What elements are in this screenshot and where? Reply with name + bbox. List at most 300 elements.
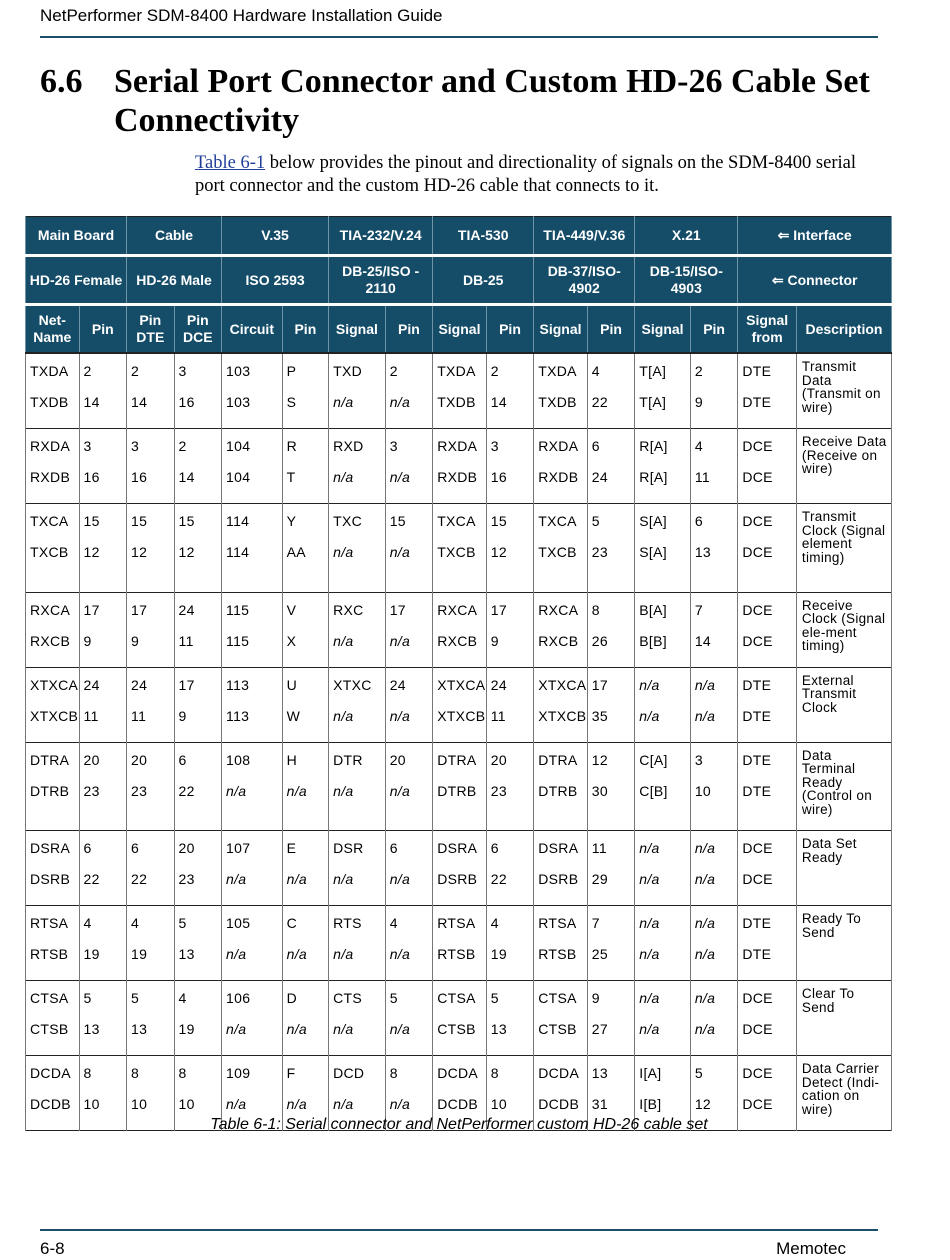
- table-cell: DCE: [738, 865, 797, 906]
- table-cell: 8: [385, 1056, 433, 1091]
- interface-header-cell: X.21: [635, 217, 738, 256]
- table-row: [26, 831, 892, 866]
- table-cell: TXCA: [433, 504, 487, 539]
- table-cell: XTXCB: [26, 702, 80, 743]
- header-rule: [40, 36, 878, 38]
- interface-header-cell: V.35: [222, 217, 329, 256]
- table-cell: 8: [174, 1056, 221, 1091]
- table-cell: DSR: [329, 831, 386, 866]
- table-cell: n/a: [690, 981, 737, 1016]
- table-cell: n/a: [385, 463, 433, 504]
- table-cell: 5: [587, 504, 635, 539]
- table-cell: RTSB: [26, 940, 80, 981]
- table-cell: 31: [587, 1090, 635, 1131]
- column-header: Signal: [534, 305, 588, 354]
- table-cell: DCDB: [26, 1090, 80, 1131]
- table-cell: 5: [486, 981, 534, 1016]
- table-cell: RTSB: [534, 940, 588, 981]
- table-cell: 5: [385, 981, 433, 1016]
- column-header: Pin: [385, 305, 433, 354]
- table-cell: 19: [486, 940, 534, 981]
- table-cell: 23: [174, 865, 221, 906]
- table-cell: n/a: [635, 831, 691, 866]
- table-cell: DTRB: [433, 777, 487, 831]
- table-cell: n/a: [635, 906, 691, 941]
- table-cell: 11: [79, 702, 127, 743]
- table-cell: S: [282, 388, 328, 429]
- table-cell: 17: [486, 592, 534, 627]
- table-cell: 16: [127, 463, 174, 504]
- table-cell: n/a: [690, 831, 737, 866]
- table-cell: 24: [174, 592, 221, 627]
- table-cell: XTXCB: [433, 702, 487, 743]
- table-cell: 16: [79, 463, 127, 504]
- table-cell: RXCB: [534, 627, 588, 668]
- table-cell: 6: [79, 831, 127, 866]
- connector-header-cell: ⇐ Connector: [738, 256, 892, 305]
- table-cell: 104: [222, 463, 283, 504]
- table-cell: 5: [174, 906, 221, 941]
- column-header: Signal: [329, 305, 386, 354]
- table-cell: DCE: [738, 463, 797, 504]
- table-cell: U: [282, 667, 328, 702]
- table-cell: DSRA: [433, 831, 487, 866]
- table-cell: 24: [486, 667, 534, 702]
- table-cell: RXCA: [433, 592, 487, 627]
- table-cell: 23: [486, 777, 534, 831]
- table-cell: 13: [79, 1015, 127, 1056]
- table-cell: RTSA: [433, 906, 487, 941]
- table-cell: 10: [690, 777, 737, 831]
- table-cell: V: [282, 592, 328, 627]
- table-cell: 16: [174, 388, 221, 429]
- table-cell: CTSA: [433, 981, 487, 1016]
- table-cell: 22: [127, 865, 174, 906]
- column-header: Net-Name: [26, 305, 80, 354]
- table-cell: 15: [79, 504, 127, 539]
- table-cell: n/a: [282, 777, 328, 831]
- table-cell: TXDA: [26, 353, 80, 388]
- table-cell: 15: [127, 504, 174, 539]
- table-cell: n/a: [222, 1015, 283, 1056]
- table-cell: XTXCA: [26, 667, 80, 702]
- table-cell: 24: [385, 667, 433, 702]
- table-cell: DTRB: [26, 777, 80, 831]
- table-cell: DTRB: [534, 777, 588, 831]
- description-cell: Receive Clock (Signal ele-ment timing): [796, 592, 891, 667]
- table-cell: 2: [486, 353, 534, 388]
- table-cell: 10: [174, 1090, 221, 1131]
- footer-company: Memotec: [776, 1239, 846, 1258]
- table-cell: 13: [587, 1056, 635, 1091]
- table-cell: 19: [127, 940, 174, 981]
- table-cell: DTE: [738, 667, 797, 702]
- table-cell: n/a: [385, 940, 433, 981]
- table-cell: 15: [486, 504, 534, 539]
- table-cell: DTE: [738, 388, 797, 429]
- connector-header-cell: HD-26 Female: [26, 256, 127, 305]
- table-cell: TXDA: [433, 353, 487, 388]
- table-cell: n/a: [690, 702, 737, 743]
- table-cell: 113: [222, 702, 283, 743]
- table-cell: 8: [486, 1056, 534, 1091]
- table-cell: RTSA: [534, 906, 588, 941]
- table-row: [26, 981, 892, 1016]
- table-cell: n/a: [282, 1015, 328, 1056]
- table-cell: 15: [385, 504, 433, 539]
- table-cell: RTSA: [26, 906, 80, 941]
- table-cell: n/a: [385, 627, 433, 668]
- table-cell: DTE: [738, 777, 797, 831]
- table-cell: DSRA: [534, 831, 588, 866]
- table-cell: RTS: [329, 906, 386, 941]
- description-cell: Data Terminal Ready (Control on wire): [796, 742, 891, 831]
- table-cell: R[A]: [635, 429, 691, 464]
- table-cell: 11: [174, 627, 221, 668]
- table-cell: I[A]: [635, 1056, 691, 1091]
- description-cell: External Transmit Clock: [796, 667, 891, 742]
- table-cell: 4: [385, 906, 433, 941]
- table-cell: 13: [127, 1015, 174, 1056]
- table-cell: n/a: [329, 627, 386, 668]
- column-header: Pin: [690, 305, 737, 354]
- table-cell: DTE: [738, 742, 797, 777]
- table-cell: 2: [385, 353, 433, 388]
- section-number: 6.6: [40, 63, 83, 100]
- table-cell: 6: [127, 831, 174, 866]
- table-cell: n/a: [385, 1015, 433, 1056]
- table-cell: RXDB: [26, 463, 80, 504]
- table-cell: RXDA: [433, 429, 487, 464]
- table-cell: n/a: [329, 940, 386, 981]
- description-cell: Data Set Ready: [796, 831, 891, 906]
- section-heading: [40, 62, 880, 140]
- table-cell: S[A]: [635, 504, 691, 539]
- table-cell: 10: [127, 1090, 174, 1131]
- table-cell: 17: [79, 592, 127, 627]
- page-number: 6-8: [40, 1239, 65, 1258]
- table-cell: 2: [127, 353, 174, 388]
- column-header: Pin DCE: [174, 305, 221, 354]
- table-cell: n/a: [222, 940, 283, 981]
- table-cell: 9: [79, 627, 127, 668]
- table-cell: 12: [690, 1090, 737, 1131]
- table-cell: 14: [127, 388, 174, 429]
- table-cell: CTS: [329, 981, 386, 1016]
- table-cell: 6: [385, 831, 433, 866]
- table-cell: 6: [587, 429, 635, 464]
- table-cell: n/a: [385, 388, 433, 429]
- table-cell: XTXCA: [433, 667, 487, 702]
- table-cell: 9: [127, 627, 174, 668]
- interface-header-cell: TIA-449/V.36: [534, 217, 635, 256]
- table-cell: T[A]: [635, 388, 691, 429]
- running-header: NetPerformer SDM-8400 Hardware Installation Guide: [40, 6, 443, 25]
- table-cell: RXCA: [534, 592, 588, 627]
- table-cell: RXC: [329, 592, 386, 627]
- interface-header-row: [26, 217, 892, 256]
- table-cell: DCDB: [534, 1090, 588, 1131]
- column-header: Pin: [587, 305, 635, 354]
- table-cell: P: [282, 353, 328, 388]
- table-cell: 14: [174, 463, 221, 504]
- column-header: Description: [796, 305, 891, 354]
- table-cell: 114: [222, 538, 283, 592]
- table-cell: 16: [486, 463, 534, 504]
- table-cell: 22: [486, 865, 534, 906]
- table-cell: 11: [127, 702, 174, 743]
- table-cell: n/a: [635, 702, 691, 743]
- table-cell: 7: [690, 592, 737, 627]
- table-cell: 13: [690, 538, 737, 592]
- table-cell: DCE: [738, 627, 797, 668]
- table-cell: 24: [127, 667, 174, 702]
- table-cell: 12: [587, 742, 635, 777]
- table-cell: n/a: [690, 667, 737, 702]
- column-header: Pin: [79, 305, 127, 354]
- table-cell: 11: [486, 702, 534, 743]
- connector-header-row: [26, 256, 892, 305]
- table-cell: TXCA: [26, 504, 80, 539]
- table-cell: 106: [222, 981, 283, 1016]
- table-cell: DCDA: [433, 1056, 487, 1091]
- table-cell: 3: [127, 429, 174, 464]
- table-cell: n/a: [329, 538, 386, 592]
- table-cell: RXDB: [534, 463, 588, 504]
- table-cell: 3: [486, 429, 534, 464]
- table-cell: 108: [222, 742, 283, 777]
- table-cell: S[A]: [635, 538, 691, 592]
- table-cell: 12: [174, 538, 221, 592]
- connector-header-cell: ISO 2593: [222, 256, 329, 305]
- table-row: [26, 742, 892, 777]
- table-row: [26, 865, 892, 906]
- table-cell: 17: [174, 667, 221, 702]
- table-cell: 14: [690, 627, 737, 668]
- table-cell: TXCB: [26, 538, 80, 592]
- table-cell: T: [282, 463, 328, 504]
- table-cell: n/a: [635, 981, 691, 1016]
- interface-header-cell: TIA-530: [433, 217, 534, 256]
- table-cell: DCE: [738, 504, 797, 539]
- table-cell: n/a: [282, 865, 328, 906]
- table-cell: 23: [79, 777, 127, 831]
- table-cell: TXCA: [534, 504, 588, 539]
- table-cell: 13: [174, 940, 221, 981]
- table-cell: TXCB: [534, 538, 588, 592]
- table-cell: n/a: [690, 906, 737, 941]
- table-cell: 20: [385, 742, 433, 777]
- table-cell: DSRB: [433, 865, 487, 906]
- table-cell: 25: [587, 940, 635, 981]
- connector-header-cell: DB-37/ISO-4902: [534, 256, 635, 305]
- table-cell: RXD: [329, 429, 386, 464]
- table-cell: CTSA: [26, 981, 80, 1016]
- table-cell: DSRB: [26, 865, 80, 906]
- table-cell: TXD: [329, 353, 386, 388]
- table-cell: n/a: [329, 865, 386, 906]
- table-cell: CTSA: [534, 981, 588, 1016]
- table-6-1-link[interactable]: Table 6-1: [195, 153, 266, 173]
- table-cell: 11: [587, 831, 635, 866]
- table-cell: 9: [587, 981, 635, 1016]
- table-cell: I[B]: [635, 1090, 691, 1131]
- table-cell: n/a: [690, 1015, 737, 1056]
- table-row: [26, 777, 892, 831]
- description-cell: Transmit Clock (Signal element timing): [796, 504, 891, 593]
- table-cell: 2: [174, 429, 221, 464]
- table-cell: 11: [690, 463, 737, 504]
- table-cell: 14: [79, 388, 127, 429]
- table-cell: DCE: [738, 592, 797, 627]
- table-cell: DCE: [738, 1090, 797, 1131]
- table-cell: 15: [174, 504, 221, 539]
- table-cell: 9: [174, 702, 221, 743]
- table-cell: n/a: [329, 1015, 386, 1056]
- table-cell: 8: [587, 592, 635, 627]
- table-cell: DTRA: [534, 742, 588, 777]
- table-cell: n/a: [329, 777, 386, 831]
- table-row: [26, 667, 892, 702]
- table-cell: 10: [79, 1090, 127, 1131]
- table-cell: n/a: [385, 777, 433, 831]
- table-cell: F: [282, 1056, 328, 1091]
- table-cell: 22: [174, 777, 221, 831]
- table-cell: 26: [587, 627, 635, 668]
- table-cell: n/a: [690, 940, 737, 981]
- table-cell: RXCA: [26, 592, 80, 627]
- table-cell: 17: [385, 592, 433, 627]
- table-cell: n/a: [635, 667, 691, 702]
- table-cell: DTE: [738, 353, 797, 388]
- table-cell: DTRA: [433, 742, 487, 777]
- description-cell: Receive Data (Receive on wire): [796, 429, 891, 504]
- table-cell: 22: [79, 865, 127, 906]
- column-header: Signal: [635, 305, 691, 354]
- table-cell: n/a: [385, 865, 433, 906]
- table-cell: n/a: [222, 865, 283, 906]
- table-cell: 30: [587, 777, 635, 831]
- interface-header-cell: Cable: [127, 217, 222, 256]
- table-cell: X: [282, 627, 328, 668]
- column-header: Pin: [282, 305, 328, 354]
- table-cell: E: [282, 831, 328, 866]
- table-cell: 24: [587, 463, 635, 504]
- table-cell: 24: [79, 667, 127, 702]
- table-cell: 13: [486, 1015, 534, 1056]
- table-cell: 6: [486, 831, 534, 866]
- table-cell: 10: [486, 1090, 534, 1131]
- table-cell: 109: [222, 1056, 283, 1091]
- table-cell: RTSB: [433, 940, 487, 981]
- table-row: [26, 940, 892, 981]
- table-cell: n/a: [329, 388, 386, 429]
- column-header: Pin: [486, 305, 534, 354]
- table-row: [26, 627, 892, 668]
- column-header: Signal: [433, 305, 487, 354]
- table-cell: 114: [222, 504, 283, 539]
- table-cell: DCE: [738, 538, 797, 592]
- column-header: Pin DTE: [127, 305, 174, 354]
- table-row: [26, 504, 892, 539]
- table-cell: DTE: [738, 940, 797, 981]
- table-cell: DCE: [738, 1056, 797, 1091]
- table-cell: n/a: [635, 865, 691, 906]
- table-cell: 12: [127, 538, 174, 592]
- connector-header-cell: DB-25: [433, 256, 534, 305]
- table-cell: n/a: [282, 940, 328, 981]
- table-cell: W: [282, 702, 328, 743]
- table-row: [26, 388, 892, 429]
- table-cell: 107: [222, 831, 283, 866]
- table-cell: 4: [127, 906, 174, 941]
- table-cell: 17: [127, 592, 174, 627]
- connector-header-cell: DB-15/ISO-4903: [635, 256, 738, 305]
- table-cell: DSRB: [534, 865, 588, 906]
- intro-text: below provides the pinout and directionality of signals on the SDM-8400 serial port connector and the custom HD-26 cable that connects to it.: [195, 153, 856, 196]
- table-cell: n/a: [222, 777, 283, 831]
- column-header: Signal from: [738, 305, 797, 354]
- table-cell: TXDB: [433, 388, 487, 429]
- table-cell: 115: [222, 592, 283, 627]
- table-cell: 103: [222, 353, 283, 388]
- pinout-table: [25, 216, 892, 1131]
- table-cell: 113: [222, 667, 283, 702]
- table-cell: 20: [127, 742, 174, 777]
- table-cell: 115: [222, 627, 283, 668]
- table-cell: 22: [587, 388, 635, 429]
- table-cell: 3: [174, 353, 221, 388]
- table-cell: DCDA: [534, 1056, 588, 1091]
- table-cell: n/a: [385, 702, 433, 743]
- table-cell: 3: [385, 429, 433, 464]
- description-cell: Data Carrier Detect (Indi-cation on wire): [796, 1056, 891, 1131]
- table-cell: 14: [486, 388, 534, 429]
- table-cell: DTRA: [26, 742, 80, 777]
- table-cell: D: [282, 981, 328, 1016]
- table-cell: 35: [587, 702, 635, 743]
- table-cell: 9: [690, 388, 737, 429]
- table-cell: 8: [127, 1056, 174, 1091]
- table-row: [26, 702, 892, 743]
- footer-rule: [40, 1229, 878, 1231]
- table-cell: TXDB: [534, 388, 588, 429]
- table-cell: DCE: [738, 981, 797, 1016]
- table-cell: DTE: [738, 702, 797, 743]
- table-cell: n/a: [635, 940, 691, 981]
- table-cell: DCE: [738, 1015, 797, 1056]
- table-cell: DCE: [738, 429, 797, 464]
- table-cell: TXC: [329, 504, 386, 539]
- table-cell: 23: [587, 538, 635, 592]
- table-cell: TXDA: [534, 353, 588, 388]
- table-cell: B[B]: [635, 627, 691, 668]
- table-cell: DTE: [738, 906, 797, 941]
- table-cell: T[A]: [635, 353, 691, 388]
- table-cell: 20: [174, 831, 221, 866]
- table-cell: n/a: [385, 538, 433, 592]
- table-cell: C: [282, 906, 328, 941]
- table-cell: RXCB: [26, 627, 80, 668]
- table-cell: 20: [79, 742, 127, 777]
- table-cell: CTSB: [534, 1015, 588, 1056]
- table-cell: 6: [690, 504, 737, 539]
- table-cell: n/a: [222, 1090, 283, 1131]
- table-cell: 103: [222, 388, 283, 429]
- table-cell: DCDB: [433, 1090, 487, 1131]
- table-cell: Y: [282, 504, 328, 539]
- connector-header-cell: DB-25/ISO - 2110: [329, 256, 433, 305]
